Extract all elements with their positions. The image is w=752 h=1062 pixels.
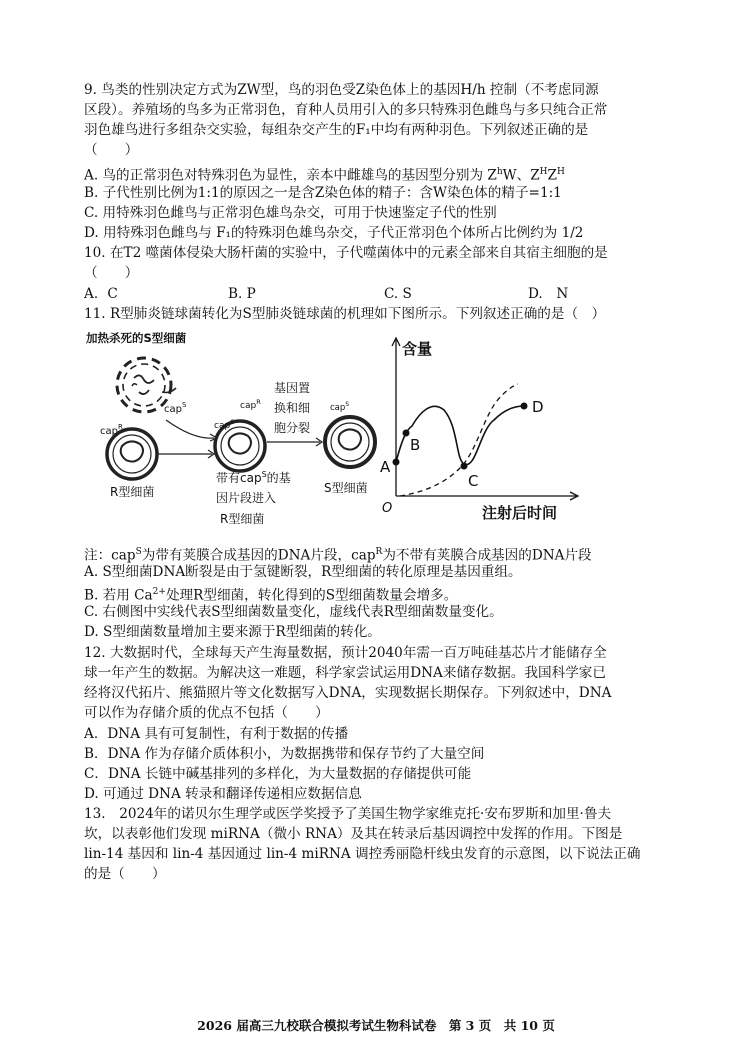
point-c <box>461 463 468 470</box>
q12-line-3: 经将汉代拓片、熊猫照片等文化数据写入DNA，实现数据长期保存。下列叙述中，DNA <box>84 685 612 701</box>
q9-option-a-mid2: Z <box>547 167 557 184</box>
caps-label-3: cap$^S$ <box>330 401 350 413</box>
q10-option-a: A．C <box>84 286 118 302</box>
page-footer: 2026 届高三九校联合模拟考试生物科试卷 第 3 页 共 10 页 <box>197 1018 555 1033</box>
q10-option-c: C. S <box>384 286 412 302</box>
q11-line-1: 11. R型肺炎链球菌转化为S型肺炎链球菌的机理如下图所示。下列叙述正确的是（ ） <box>84 306 606 322</box>
point-a <box>393 459 400 466</box>
q9-option-a-sup2: H <box>539 167 548 177</box>
q11-option-b: B. 若用 $Ca^{2+}$处理R型细菌，转化得到的S型细菌数量会增多。 <box>84 587 458 604</box>
q13-line-4: 的是（ ） <box>84 866 166 882</box>
q9-option-a-text: A. 鸟的正常羽色对特殊羽色为显性，亲本中雌雄鸟的基因型分别为 Z <box>84 167 497 184</box>
capr-label: cap$^R$ <box>100 423 123 437</box>
q9-line-3: 羽色雄鸟进行多组杂交实验，每组杂交产生的F₁中均有两种羽色。下列叙述正确的是 <box>84 122 589 138</box>
point-c-label: C <box>468 472 479 490</box>
capr-label-2: cap$^R$ <box>240 398 261 411</box>
q11-option-c: C. 右侧图中实线代表S型细菌数量变化，虚线代表R型细菌数量变化。 <box>84 604 503 620</box>
q12-line-1: 12. 大数据时代，全球每天产生海量数据，预计2040年需一百万吨硅基芯片才能储存全 <box>84 645 607 661</box>
origin-label: O <box>382 501 393 516</box>
entry-label-3: R型细菌 <box>220 512 265 526</box>
caps-label-1: cap$^S$ <box>164 401 187 415</box>
process-label-3: 胞分裂 <box>274 421 311 435</box>
point-b <box>403 430 410 437</box>
q12-option-d: D. 可通过 DNA 转录和翻译传递相应数据信息 <box>84 786 362 802</box>
q9-line-1: 9. 鸟类的性别决定方式为ZW型，鸟的羽色受Z染色体上的基因H/h 控制（不考虑同源 <box>84 82 599 98</box>
q11-note: 注：cap$^S$为带有荚膜合成基因的DNA片段，cap$^R$为不带有荚膜合成基因的DNA片段 <box>84 547 592 564</box>
q13-line-2: 坎，以表彰他们发现 miRNA（微小 RNA）及其在转录后基因调控中发挥的作用。下图是 <box>84 826 623 842</box>
q12-option-b: B．DNA 作为存储介质体积小，为数据携带和保存节约了大量空间 <box>84 746 485 762</box>
caps-label-2: cap$^S$ <box>214 418 235 431</box>
q9-option-a-mid: W、Z <box>502 167 540 184</box>
q10-option-b: B. P <box>228 286 256 302</box>
q11-option-d: D. S型细菌数量增加主要来源于R型细菌的转化。 <box>84 624 381 640</box>
s-cell-label: S型细菌 <box>324 481 368 495</box>
q9-line-2: 区段）。养殖场的鸟多为正常羽色，育种人员用引入的多只特殊羽色雌鸟与多只纯合正常 <box>84 102 608 118</box>
entry-label-1: 带有cap$^S$的基 <box>216 470 291 485</box>
transformation-figure <box>84 330 684 540</box>
q10-line-2: （ ） <box>84 265 139 281</box>
content-graph <box>380 338 578 522</box>
q11-option-a: A. S型细菌DNA断裂是由于氢键断裂，R型细菌的转化原理是基因重组。 <box>84 564 522 580</box>
entry-label-2: 因片段进入 <box>216 491 277 505</box>
y-axis-label: 含量 <box>402 340 433 358</box>
q13-line-1: 13. 2024年的诺贝尔生理学或医学奖授予了美国生物学家维克托·安布罗斯和加里·鲁夫 <box>84 806 612 822</box>
q12-line-2: 球一年产生的数据。为解决这一难题，科学家尝试运用DNA来储存数据。我国科学家已 <box>84 665 606 681</box>
r-cell-label: R型细菌 <box>110 485 155 499</box>
q9-option-c: C. 用特殊羽色雌鸟与正常羽色雄鸟杂交，可用于快速鉴定子代的性别 <box>84 205 497 221</box>
point-a-label: A <box>380 458 391 476</box>
process-label-1: 基因置 <box>274 381 311 395</box>
q12-option-a: A．DNA 具有可复制性，有利于数据的传播 <box>84 726 349 742</box>
x-axis-label: 注射后时间 <box>482 504 558 522</box>
q9-option-a <box>84 162 565 186</box>
q9-line-4: （ ） <box>84 142 139 158</box>
q9-option-d: D. 用特殊羽色雌鸟与 F₁的特殊羽色雄鸟杂交，子代正常羽色个体所占比例约为 1/2 <box>84 225 584 241</box>
q10-option-d: D. N <box>528 286 569 302</box>
q12-option-c: C．DNA 长链中碱基排列的多样化，为大量数据的存储提供可能 <box>84 766 472 782</box>
heat-killed-label: 加热杀死的S型细菌 <box>86 331 187 345</box>
s-cell <box>325 417 375 467</box>
q9-option-a-sup1: h <box>496 167 503 177</box>
q10-line-1: 10. 在T2 噬菌体侵染大肠杆菌的实验中，子代噬菌体中的元素全部来自其宿主细胞的是 <box>84 245 608 261</box>
point-d-label: D <box>532 398 544 416</box>
q9-option-b: B. 子代性别比例为1:1的原因之一是含Z染色体的精子：含W染色体的精子=1:1 <box>84 185 562 201</box>
fragment-arrow <box>166 420 214 438</box>
point-b-label: B <box>410 436 421 454</box>
q13-line-3: lin-14 基因和 lin-4 基因通过 lin-4 miRNA 调控秀丽隐杆线虫发育的示意图，以下说法正确 <box>84 846 641 862</box>
point-d <box>521 403 528 410</box>
process-label-2: 换和细 <box>274 401 311 415</box>
q9-option-a-sup3: H <box>556 167 565 177</box>
q12-line-4: 可以作为存储介质的优点不包括（ ） <box>84 705 329 721</box>
